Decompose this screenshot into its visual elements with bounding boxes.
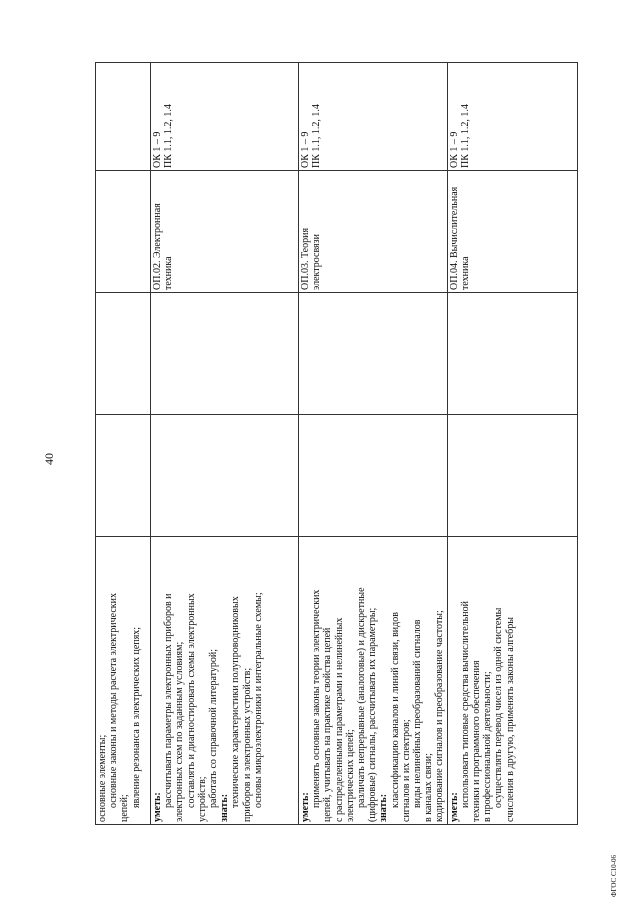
- competencies-cell: ОК 1 – 9 ПК 1.1, 1.2, 1.4: [299, 63, 448, 171]
- content-line: цепей, учитывать на практике свойства цепей: [322, 627, 334, 822]
- hours-required-cell: [151, 293, 299, 415]
- competencies-cell: ОК 1 – 9 ПК 1.1, 1.2, 1.4: [447, 63, 577, 171]
- discipline-cell: [96, 171, 151, 293]
- content-line: устройств;: [196, 776, 208, 822]
- competencies-cell: [96, 63, 151, 171]
- table-row: [151, 63, 299, 825]
- discipline-cell: ОП.03. Теория электросвязи: [299, 171, 448, 293]
- content-line: цепей;: [119, 794, 131, 822]
- content-line: составлять и диагностировать схемы электронных: [185, 593, 197, 808]
- hours-required-cell: [96, 293, 151, 415]
- content-cell: [299, 537, 448, 825]
- hours-max-cell: [151, 415, 299, 537]
- content-line: явление резонанса в электрических цепях;: [130, 626, 142, 808]
- hours-required-cell: [447, 293, 577, 415]
- page-footer: ФГОС С10-06: [610, 855, 618, 897]
- table-row: [447, 63, 577, 825]
- content-line: осуществлять перевод чисел из одной системы: [493, 607, 505, 808]
- hours-required-cell: [299, 293, 448, 415]
- competencies-cell: ОК 1 – 9 ПК 1.1, 1.2, 1.4: [151, 63, 299, 171]
- content-line: уметь:: [152, 792, 163, 822]
- table-row: [299, 63, 448, 825]
- content-line: знать:: [378, 793, 390, 822]
- content-line: основы микроэлектроники и интегральные схемы;: [252, 592, 264, 808]
- content-line: рассчитывать параметры электронных приборов и: [163, 593, 175, 808]
- content-line: различать непрерывные (аналоговые) и дискретные: [356, 587, 368, 808]
- discipline-cell: ОП.04. Вычислительная техника: [447, 171, 577, 293]
- content-line: электрических цепей;: [344, 729, 356, 822]
- content-line: работать со справочной литературой;: [208, 649, 220, 808]
- hours-max-cell: [447, 415, 577, 537]
- curriculum-table: [95, 62, 578, 825]
- content-line: счисления в другую, применять законы алгебры: [504, 617, 516, 822]
- content-line: сигналов и их спектров;: [400, 719, 412, 822]
- content-line: (цифровые) сигналы, рассчитывать их параметры;: [367, 607, 379, 822]
- hours-max-cell: [96, 415, 151, 537]
- hours-max-cell: [299, 415, 448, 537]
- discipline-cell: ОП.02. Электронная техника: [151, 171, 299, 293]
- content-line: использовать типовые средства вычислительной: [459, 601, 471, 808]
- content-cell: [447, 537, 577, 825]
- content-line: уметь:: [448, 792, 460, 822]
- content-line: приборов и электронных устройств;: [241, 667, 253, 822]
- content-line: кодирование сигналов и преобразование частоты;: [434, 610, 446, 822]
- content-line: основные законы и методы расчета электрических: [108, 592, 120, 808]
- content-line: в профессиональной деятельности;: [482, 671, 494, 822]
- content-line: основные элементы;: [97, 734, 108, 822]
- content-line: технические характеристики полупроводниковых: [230, 596, 242, 808]
- content-line: в каналах связи;: [423, 753, 435, 822]
- content-line: техники и программного обеспечения: [471, 660, 483, 822]
- page-number: 40: [42, 453, 56, 465]
- content-line: уметь:: [300, 792, 311, 822]
- content-cell: [96, 537, 151, 825]
- content-line: виды нелинейных преобразований сигналов: [412, 619, 424, 808]
- content-line: электронных схем по заданным условиям;: [174, 641, 186, 822]
- content-line: классификацию каналов и линий связи, видов: [389, 612, 401, 808]
- table-body: [96, 63, 578, 825]
- content-line: с распределенными параметрами и нелинейных: [333, 617, 345, 822]
- content-line: знать:: [219, 793, 231, 822]
- content-line: применять основные законы теории электрических: [311, 589, 323, 808]
- table-row: [96, 63, 151, 825]
- content-cell: [151, 537, 299, 825]
